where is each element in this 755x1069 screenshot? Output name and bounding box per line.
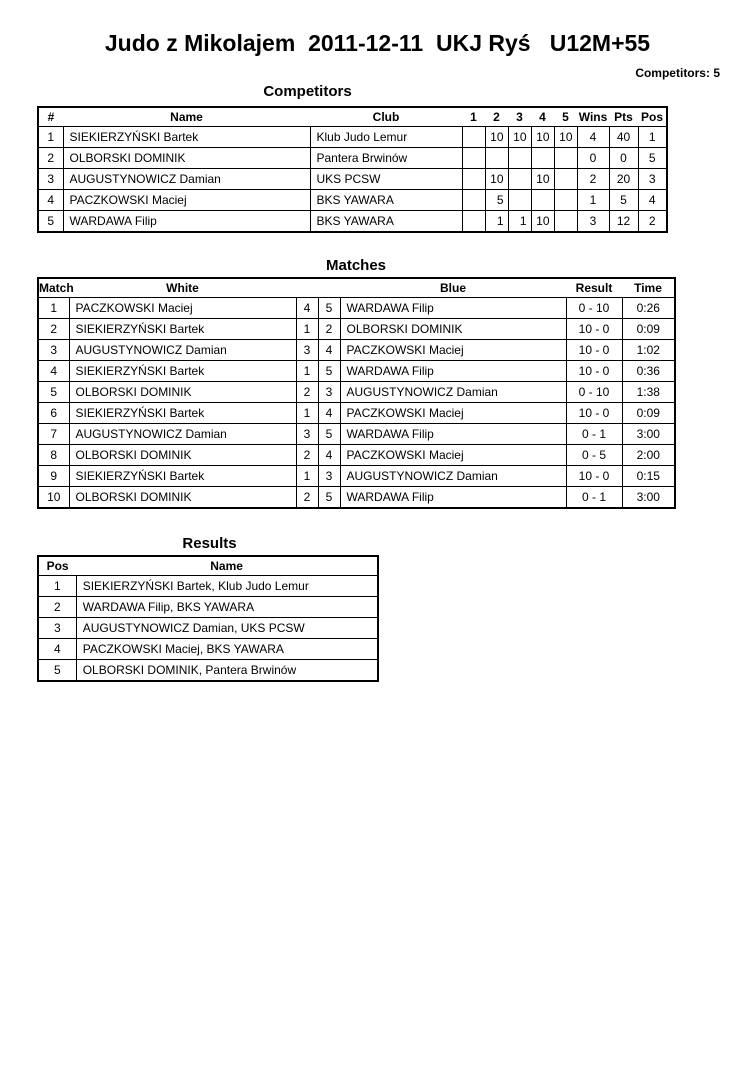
match-row <box>38 319 675 340</box>
match-row <box>38 361 675 382</box>
competitor-score-1-cell <box>462 190 485 211</box>
competitors-col-club: Club <box>310 107 462 127</box>
competitor-number-cell: 3 <box>38 169 63 190</box>
match-number-cell: 5 <box>38 382 69 403</box>
competitors-section-title: Competitors <box>263 83 352 100</box>
result-row <box>38 639 378 660</box>
result-name-cell: AUGUSTYNOWICZ Damian, UKS PCSW <box>76 618 378 639</box>
match-white-cell: OLBORSKI DOMINIK <box>69 382 296 403</box>
results-section-title: Results <box>182 535 237 552</box>
result-row <box>38 576 378 597</box>
match-white-cell: AUGUSTYNOWICZ Damian <box>69 424 296 445</box>
match-time-cell: 0:09 <box>622 319 675 340</box>
competitors-col-wins: Wins <box>577 107 609 127</box>
result-pos-cell: 5 <box>38 660 76 682</box>
competitor-row <box>38 190 667 211</box>
match-blue-cell: PACZKOWSKI Maciej <box>340 403 566 424</box>
page-title: Judo z Mikolajem 2011-12-11 UKJ Ryś U12M+55 <box>104 30 651 56</box>
competitor-score-5-cell <box>554 190 577 211</box>
results-header-row <box>38 556 378 576</box>
match-row <box>38 424 675 445</box>
match-blue-cell: WARDAWA Filip <box>340 424 566 445</box>
match-result-cell: 0 - 10 <box>566 298 622 319</box>
competitors-col-name: Name <box>63 107 310 127</box>
competitor-score-5-cell <box>554 169 577 190</box>
matches-section-title: Matches <box>325 257 387 274</box>
competitor-score-5-cell: 10 <box>554 127 577 148</box>
match-white-num-cell: 1 <box>296 319 318 340</box>
match-result-cell: 10 - 0 <box>566 466 622 487</box>
competitor-score-3-cell: 1 <box>508 211 531 233</box>
match-time-cell: 0:15 <box>622 466 675 487</box>
competitor-pos-cell: 4 <box>638 190 667 211</box>
match-time-cell: 1:02 <box>622 340 675 361</box>
competitor-pts-cell: 20 <box>609 169 638 190</box>
match-white-num-cell: 2 <box>296 382 318 403</box>
competitor-score-5-cell <box>554 211 577 233</box>
competitor-number-cell: 2 <box>38 148 63 169</box>
competitor-score-2-cell: 10 <box>485 127 508 148</box>
competitor-number-cell: 5 <box>38 211 63 233</box>
match-time-cell: 3:00 <box>622 424 675 445</box>
result-name-cell: PACZKOWSKI Maciej, BKS YAWARA <box>76 639 378 660</box>
competitor-score-1-cell <box>462 127 485 148</box>
match-white-cell: SIEKIERZYŃSKI Bartek <box>69 319 296 340</box>
competitor-wins-cell: 2 <box>577 169 609 190</box>
competitor-number-cell: 4 <box>38 190 63 211</box>
competitor-row <box>38 127 667 148</box>
results-col-name: Name <box>76 556 378 576</box>
competitor-score-3-cell: 10 <box>508 127 531 148</box>
match-number-cell: 6 <box>38 403 69 424</box>
match-white-num-cell: 3 <box>296 424 318 445</box>
match-time-cell: 3:00 <box>622 487 675 509</box>
match-row <box>38 487 675 509</box>
match-result-cell: 10 - 0 <box>566 319 622 340</box>
match-row <box>38 403 675 424</box>
match-blue-num-cell: 3 <box>318 466 340 487</box>
competitor-row <box>38 148 667 169</box>
matches-col-result: Result <box>566 278 622 298</box>
match-result-cell: 10 - 0 <box>566 403 622 424</box>
match-white-num-cell: 1 <box>296 466 318 487</box>
result-row <box>38 660 378 682</box>
match-blue-cell: WARDAWA Filip <box>340 298 566 319</box>
match-number-cell: 3 <box>38 340 69 361</box>
competitor-score-4-cell: 10 <box>531 169 554 190</box>
competitors-count <box>635 66 720 80</box>
competitor-wins-cell: 0 <box>577 148 609 169</box>
competitor-score-1-cell <box>462 148 485 169</box>
result-pos-cell: 2 <box>38 597 76 618</box>
result-row <box>38 597 378 618</box>
competitor-pts-cell: 12 <box>609 211 638 233</box>
match-time-cell: 2:00 <box>622 445 675 466</box>
match-result-cell: 10 - 0 <box>566 340 622 361</box>
match-time-cell: 1:38 <box>622 382 675 403</box>
competitor-wins-cell: 4 <box>577 127 609 148</box>
match-white-num-cell: 4 <box>296 298 318 319</box>
competitor-row <box>38 211 667 233</box>
competitor-wins-cell: 1 <box>577 190 609 211</box>
match-result-cell: 10 - 0 <box>566 361 622 382</box>
match-result-cell: 0 - 1 <box>566 487 622 509</box>
competitors-col-number: # <box>38 107 63 127</box>
competitor-pos-cell: 1 <box>638 127 667 148</box>
match-white-cell: PACZKOWSKI Maciej <box>69 298 296 319</box>
competitor-score-4-cell <box>531 148 554 169</box>
competitor-club-cell: BKS YAWARA <box>310 211 462 233</box>
match-result-cell: 0 - 5 <box>566 445 622 466</box>
match-white-num-cell: 3 <box>296 340 318 361</box>
match-blue-cell: AUGUSTYNOWICZ Damian <box>340 382 566 403</box>
competitors-col-4: 4 <box>531 107 554 127</box>
competitor-club-cell: BKS YAWARA <box>310 190 462 211</box>
competitor-name-cell: OLBORSKI DOMINIK <box>63 148 310 169</box>
competitors-col-5: 5 <box>554 107 577 127</box>
matches-header-row <box>38 278 675 298</box>
match-row <box>38 340 675 361</box>
match-row <box>38 382 675 403</box>
matches-col-white-num <box>296 278 318 298</box>
result-row <box>38 618 378 639</box>
result-name-cell: SIEKIERZYŃSKI Bartek, Klub Judo Lemur <box>76 576 378 597</box>
match-time-cell: 0:36 <box>622 361 675 382</box>
competitor-score-3-cell <box>508 148 531 169</box>
matches-table <box>37 277 676 509</box>
match-white-num-cell: 1 <box>296 361 318 382</box>
match-number-cell: 8 <box>38 445 69 466</box>
matches-col-time: Time <box>622 278 675 298</box>
matches-col-match: Match <box>38 278 69 298</box>
competitors-table <box>37 106 668 233</box>
match-row <box>38 466 675 487</box>
match-white-num-cell: 1 <box>296 403 318 424</box>
result-pos-cell: 3 <box>38 618 76 639</box>
result-name-cell: WARDAWA Filip, BKS YAWARA <box>76 597 378 618</box>
competitor-score-3-cell <box>508 169 531 190</box>
competitor-score-4-cell: 10 <box>531 211 554 233</box>
competitor-score-3-cell <box>508 190 531 211</box>
competitor-score-1-cell <box>462 211 485 233</box>
competitor-pts-cell: 0 <box>609 148 638 169</box>
competitors-header-row <box>38 107 667 127</box>
competitor-score-2-cell: 1 <box>485 211 508 233</box>
competitor-club-cell: UKS PCSW <box>310 169 462 190</box>
match-white-cell: OLBORSKI DOMINIK <box>69 445 296 466</box>
competitor-score-5-cell <box>554 148 577 169</box>
match-blue-cell: PACZKOWSKI Maciej <box>340 340 566 361</box>
matches-col-white: White <box>69 278 296 298</box>
result-pos-cell: 4 <box>38 639 76 660</box>
competitor-name-cell: SIEKIERZYŃSKI Bartek <box>63 127 310 148</box>
match-white-num-cell: 2 <box>296 487 318 509</box>
match-number-cell: 10 <box>38 487 69 509</box>
match-number-cell: 7 <box>38 424 69 445</box>
competitor-score-2-cell: 5 <box>485 190 508 211</box>
match-row <box>38 298 675 319</box>
competitor-name-cell: WARDAWA Filip <box>63 211 310 233</box>
results-col-pos: Pos <box>38 556 76 576</box>
competitors-count-label: Competitors: 5 <box>635 66 720 80</box>
competitor-number-cell: 1 <box>38 127 63 148</box>
competitors-col-pos: Pos <box>638 107 667 127</box>
match-blue-num-cell: 2 <box>318 319 340 340</box>
match-number-cell: 4 <box>38 361 69 382</box>
match-blue-cell: OLBORSKI DOMINIK <box>340 319 566 340</box>
match-blue-cell: AUGUSTYNOWICZ Damian <box>340 466 566 487</box>
match-time-cell: 0:26 <box>622 298 675 319</box>
competitor-name-cell: PACZKOWSKI Maciej <box>63 190 310 211</box>
match-time-cell: 0:09 <box>622 403 675 424</box>
competitors-col-pts: Pts <box>609 107 638 127</box>
match-white-cell: AUGUSTYNOWICZ Damian <box>69 340 296 361</box>
match-blue-cell: PACZKOWSKI Maciej <box>340 445 566 466</box>
match-number-cell: 2 <box>38 319 69 340</box>
matches-col-blue-num <box>318 278 340 298</box>
match-result-cell: 0 - 1 <box>566 424 622 445</box>
competitor-club-cell: Klub Judo Lemur <box>310 127 462 148</box>
match-blue-num-cell: 5 <box>318 361 340 382</box>
match-result-cell: 0 - 10 <box>566 382 622 403</box>
match-blue-num-cell: 5 <box>318 424 340 445</box>
match-number-cell: 1 <box>38 298 69 319</box>
competitor-pos-cell: 5 <box>638 148 667 169</box>
competitor-club-cell: Pantera Brwinów <box>310 148 462 169</box>
competitor-row <box>38 169 667 190</box>
match-blue-cell: WARDAWA Filip <box>340 361 566 382</box>
match-white-cell: OLBORSKI DOMINIK <box>69 487 296 509</box>
match-blue-num-cell: 5 <box>318 487 340 509</box>
result-name-cell: OLBORSKI DOMINIK, Pantera Brwinów <box>76 660 378 682</box>
competitor-pts-cell: 40 <box>609 127 638 148</box>
match-blue-cell: WARDAWA Filip <box>340 487 566 509</box>
competitor-score-2-cell <box>485 148 508 169</box>
competitor-name-cell: AUGUSTYNOWICZ Damian <box>63 169 310 190</box>
results-table <box>37 555 379 682</box>
match-number-cell: 9 <box>38 466 69 487</box>
match-row <box>38 445 675 466</box>
competitor-pts-cell: 5 <box>609 190 638 211</box>
competitor-score-1-cell <box>462 169 485 190</box>
competitor-wins-cell: 3 <box>577 211 609 233</box>
matches-col-blue: Blue <box>340 278 566 298</box>
match-blue-num-cell: 4 <box>318 403 340 424</box>
result-pos-cell: 1 <box>38 576 76 597</box>
competitor-pos-cell: 3 <box>638 169 667 190</box>
match-white-cell: SIEKIERZYŃSKI Bartek <box>69 403 296 424</box>
match-white-cell: SIEKIERZYŃSKI Bartek <box>69 466 296 487</box>
match-blue-num-cell: 5 <box>318 298 340 319</box>
match-white-num-cell: 2 <box>296 445 318 466</box>
competitors-col-3: 3 <box>508 107 531 127</box>
competitors-col-1: 1 <box>462 107 485 127</box>
match-white-cell: SIEKIERZYŃSKI Bartek <box>69 361 296 382</box>
competitor-score-4-cell <box>531 190 554 211</box>
match-blue-num-cell: 4 <box>318 445 340 466</box>
competitor-score-2-cell: 10 <box>485 169 508 190</box>
competitor-pos-cell: 2 <box>638 211 667 233</box>
match-blue-num-cell: 3 <box>318 382 340 403</box>
competitor-score-4-cell: 10 <box>531 127 554 148</box>
competitors-col-2: 2 <box>485 107 508 127</box>
match-blue-num-cell: 4 <box>318 340 340 361</box>
